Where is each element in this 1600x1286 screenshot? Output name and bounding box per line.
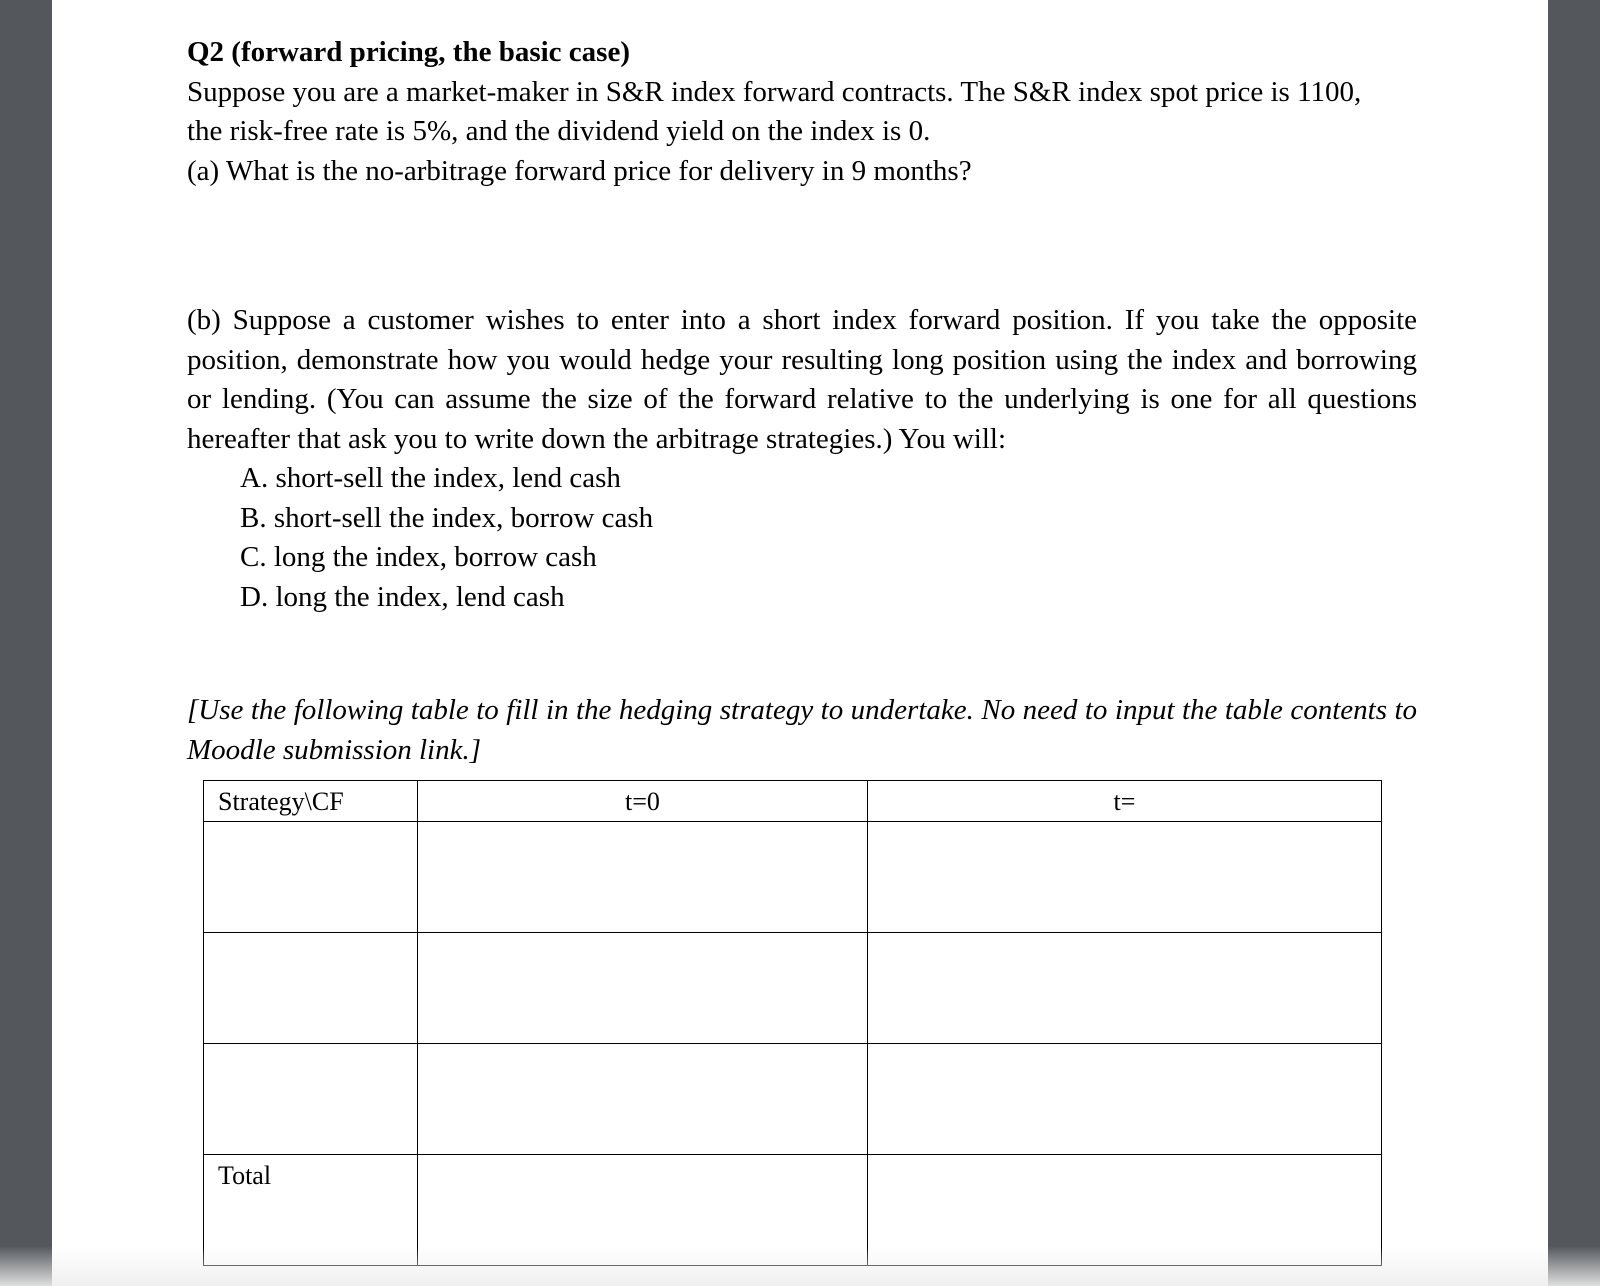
table-cell	[868, 1155, 1382, 1266]
table-cell	[204, 1044, 418, 1155]
header-tT: t=	[868, 781, 1382, 822]
choice-a: A. short-sell the index, lend cash	[240, 462, 621, 494]
choice-c: C. long the index, borrow cash	[240, 541, 597, 573]
table-cell	[204, 933, 418, 1044]
table-instruction-note: [Use the following table to fill in the hedging strategy to undertake. No need to input the table contents to Moodle submission link.]	[187, 694, 1417, 766]
part-a-text: (a) What is the no-arbitrage forward price for delivery in 9 months?	[187, 154, 972, 187]
total-label: Total	[204, 1155, 418, 1266]
answer-space-a	[187, 191, 1417, 301]
table-cell	[868, 822, 1382, 933]
choice-b: B. short-sell the index, borrow cash	[240, 501, 654, 534]
header-strategy: Strategy\CF	[204, 781, 418, 822]
intro-line-2: the risk-free rate is 5%, and the dividend yield on the index is 0.	[187, 115, 931, 147]
table-cell	[418, 933, 868, 1044]
table-cell	[204, 822, 418, 933]
question-content	[187, 33, 1417, 770]
part-b-text: (b) Suppose a customer wishes to enter into a short index forward position. If you take the opposite position, demonstrate how you would hedge your resulting long position using the index and borrowing or lending. (You can assume the size of the forward relative to the underlying is one for all questions hereafter that ask you to write down the arbitrage strategies.) You will:	[187, 304, 1417, 455]
table-cell	[418, 1155, 868, 1266]
table-header-row	[204, 781, 1382, 822]
choice-d: D. long the index, lend cash	[240, 580, 565, 613]
pdf-page	[52, 0, 1548, 1286]
table-cell	[418, 822, 868, 933]
table-row	[204, 933, 1382, 1044]
table-cell	[868, 933, 1382, 1044]
hedging-strategy-table	[203, 780, 1382, 1266]
table-row	[204, 1044, 1382, 1155]
header-t0: t=0	[418, 781, 868, 822]
answer-space-b	[187, 617, 1417, 691]
table-row	[204, 822, 1382, 933]
question-title: Q2 (forward pricing, the basic case)	[187, 36, 630, 68]
table-total-row	[204, 1155, 1382, 1266]
table-cell	[418, 1044, 868, 1155]
table-cell	[868, 1044, 1382, 1155]
intro-line-1: Suppose you are a market-maker in S&R index forward contracts. The S&R index spot price is 1100,	[187, 75, 1362, 108]
choice-list	[187, 459, 1417, 617]
